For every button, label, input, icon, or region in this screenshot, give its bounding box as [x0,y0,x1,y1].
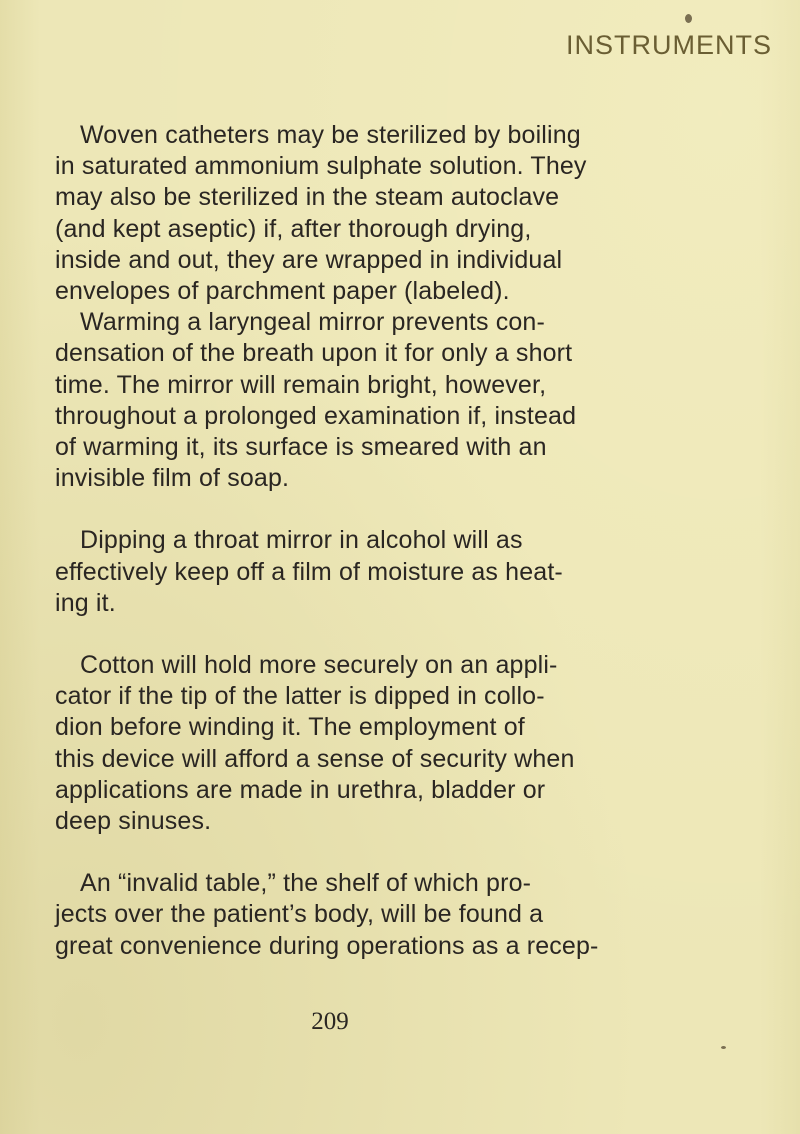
page-number: 209 [311,1008,349,1035]
paragraph-laryngeal-mirror: Warming a laryngeal mirror prevents con- densation of the breath upon it for only a short time. The mirror will remain bright, however, throughout a prolonged examination if, instead of warming it, its surface is smeared with an invisible film of soap. [55,308,577,493]
body-text [55,120,600,962]
paragraph-invalid-table: An “invalid table,” the shelf of which pro- jects over the patient’s body, will be found a great convenience during operations as a recep- [55,869,599,960]
paragraph-throat-mirror: Dipping a throat mirror in alcohol will as effectively keep off a film of moisture as heat- ing it. [55,526,563,617]
paragraph-cotton-applicator: Cotton will hold more securely on an appli- cator if the tip of the latter is dipped in collo- dion before winding it. The employment of this device will afford a sense of security when applications are made in urethra, bladder or deep sinuses. [55,651,575,836]
running-head: INSTRUMENTS [566,30,772,60]
paper-speck [721,1046,726,1049]
paper-speck [685,14,692,23]
paragraph-catheters: Woven catheters may be sterilized by boiling in saturated ammonium sulphate solution. They may also be sterilized in the steam autoclave (and kept aseptic) if, after thorough drying, inside and out, they are wrapped in individual envelopes of parchment paper (labeled). [55,121,587,306]
